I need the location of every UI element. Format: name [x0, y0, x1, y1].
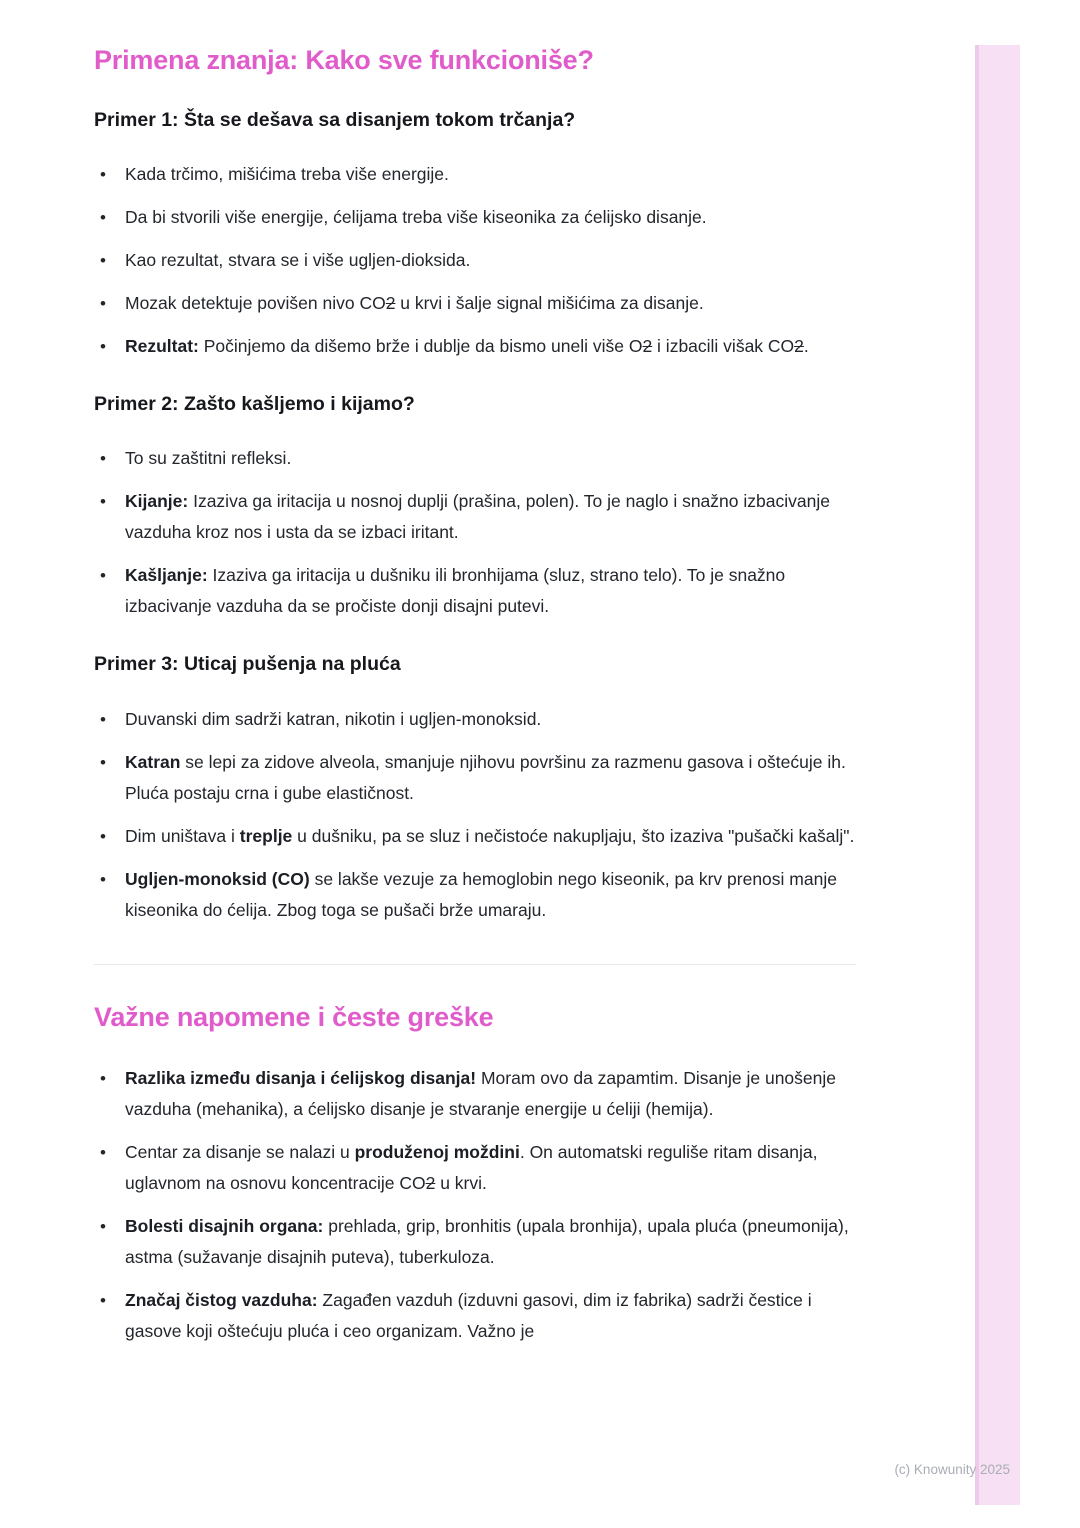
text-segment: Izaziva ga iritacija u dušniku ili bronhijama (sluz, strano telo). To je snažno izbacivanje vazduha da se pročiste donji disajni putevi. — [125, 565, 786, 617]
text-segment: u dušniku, pa se sluz i nečistoće nakupljaju, što izaziva "pušački kašalj". — [292, 825, 855, 846]
text-segment: Centar za disanje se nalazi u — [125, 1141, 355, 1162]
list-item — [94, 245, 856, 276]
bullet-marker-icon: • — [100, 337, 106, 357]
text-segment: Duvanski dim sadrži katran, nikotin i ugljen-monoksid. — [125, 708, 542, 729]
list-item — [94, 443, 856, 474]
text-segment: Moram ovo da zapamtim. Disanje je unošenje vazduha (mehanika), a ćelijsko disanje je stvaranje energije u ćeliji (hemija). — [125, 1067, 836, 1119]
bullet-marker-icon: • — [100, 1290, 106, 1310]
bullet-marker-icon: • — [100, 1068, 106, 1088]
struck-subscript-segment: 2 — [642, 336, 653, 357]
bold-text-segment: Razlika između disanja i ćelijskog disanja! — [125, 1067, 477, 1088]
text-segment: Mozak detektuje povišen nivo CO — [125, 293, 386, 314]
list-item — [94, 288, 856, 319]
text-segment: se lepi za zidove alveola, smanjuje njihovu površinu za razmenu gasova i oštećuje ih. Pluća postaju crna i gube elastičnost. — [125, 751, 846, 803]
list-item — [94, 1211, 856, 1273]
side-accent-bar — [975, 45, 1020, 1505]
list-item — [94, 159, 856, 190]
bullet-list — [94, 1063, 856, 1347]
section-divider — [94, 964, 856, 965]
bullet-marker-icon: • — [100, 826, 106, 846]
text-segment: se lakše vezuje za hemoglobin nego kiseonik, pa krv prenosi manje kiseonika do ćelija. Zbog toga se pušači brže umaraju. — [125, 868, 837, 920]
bullet-marker-icon: • — [100, 251, 106, 271]
text-segment: u krvi. — [435, 1172, 487, 1193]
section-heading: Važne napomene i česte greške — [94, 1001, 494, 1032]
bullet-marker-icon: • — [100, 294, 106, 314]
bullet-marker-icon: • — [100, 869, 106, 889]
subsection-heading: Primer 3: Uticaj pušenja na pluća — [94, 653, 401, 676]
struck-subscript-segment: 2 — [425, 1172, 436, 1193]
bullet-marker-icon: • — [100, 1216, 106, 1236]
bullet-list — [94, 443, 856, 622]
text-segment: prehlada, grip, bronhitis (upala bronhija), upala pluća (pneumonija), astma (sužavanje disajnih puteva), tuberkuloza. — [125, 1215, 849, 1267]
section-heading: Primena znanja: Kako sve funkcioniše? — [94, 45, 594, 75]
list-item — [94, 1285, 856, 1347]
list-item — [94, 486, 856, 548]
text-segment: Da bi stvorili više energije, ćelijama treba više kiseonika za ćelijsko disanje. — [125, 207, 707, 228]
bold-text-segment: produženoj moždini — [354, 1141, 520, 1162]
text-segment: i izbacili višak CO — [652, 336, 795, 357]
list-item — [94, 704, 856, 735]
struck-subscript-segment: 2 — [794, 336, 804, 357]
bullet-marker-icon: • — [100, 1142, 106, 1162]
list-item — [94, 821, 856, 852]
list-item — [94, 560, 856, 622]
bold-text-segment: Ugljen-monoksid (CO) — [125, 868, 310, 889]
text-segment: Kao rezultat, stvara se i više ugljen-dioksida. — [125, 250, 471, 271]
document-content — [94, 44, 856, 1359]
text-segment: . On automatski reguliše ritam disanja, uglavnom na osnovu koncentracije CO — [125, 1141, 818, 1193]
bullet-marker-icon: • — [100, 752, 106, 772]
text-segment: Zagađen vazduh (izduvni gasovi, dim iz fabrika) sadrži čestice i gasove koji oštećuju pluća i ceo organizam. Važno je — [125, 1289, 812, 1341]
bold-text-segment: treplje — [239, 825, 293, 846]
bullet-marker-icon: • — [100, 165, 106, 185]
list-item — [94, 331, 856, 362]
subsection-heading: Primer 1: Šta se dešava sa disanjem tokom trčanja? — [94, 108, 576, 131]
struck-subscript-segment: 2 — [385, 293, 396, 314]
text-segment: Dim uništava i — [125, 825, 240, 846]
bullet-list — [94, 159, 856, 362]
bullet-marker-icon: • — [100, 566, 106, 586]
text-segment: Izaziva ga iritacija u nosnoj duplji (prašina, polen). To je naglo i snažno izbacivanje vazduha kroz nos i usta da se izbaci iritant. — [125, 491, 830, 543]
text-segment: . — [803, 336, 809, 357]
bullet-marker-icon: • — [100, 709, 106, 729]
text-segment: To su zaštitni refleksi. — [125, 448, 292, 469]
bullet-marker-icon: • — [100, 492, 106, 512]
bullet-marker-icon: • — [100, 208, 106, 228]
subsection-heading: Primer 2: Zašto kašljemo i kijamo? — [94, 393, 415, 416]
bold-text-segment: Značaj čistog vazduha: — [125, 1289, 318, 1310]
text-segment: Počinjemo da dišemo brže i dublje da bismo uneli više O — [198, 336, 643, 357]
bold-text-segment: Rezultat: — [125, 336, 199, 357]
list-item — [94, 1137, 856, 1199]
text-segment: u krvi i šalje signal mišićima za disanje. — [395, 293, 704, 314]
watermark: (c) Knowunity 2025 — [894, 1462, 1010, 1477]
bullet-marker-icon: • — [100, 449, 106, 469]
list-item — [94, 1063, 856, 1125]
bold-text-segment: Kijanje: — [125, 491, 189, 512]
bold-text-segment: Bolesti disajnih organa: — [125, 1215, 324, 1236]
bold-text-segment: Kašljanje: — [125, 565, 208, 586]
list-item — [94, 864, 856, 926]
list-item — [94, 747, 856, 809]
list-item — [94, 202, 856, 233]
bold-text-segment: Katran — [125, 751, 181, 772]
text-segment: Kada trčimo, mišićima treba više energije. — [125, 164, 449, 185]
bullet-list — [94, 704, 856, 926]
